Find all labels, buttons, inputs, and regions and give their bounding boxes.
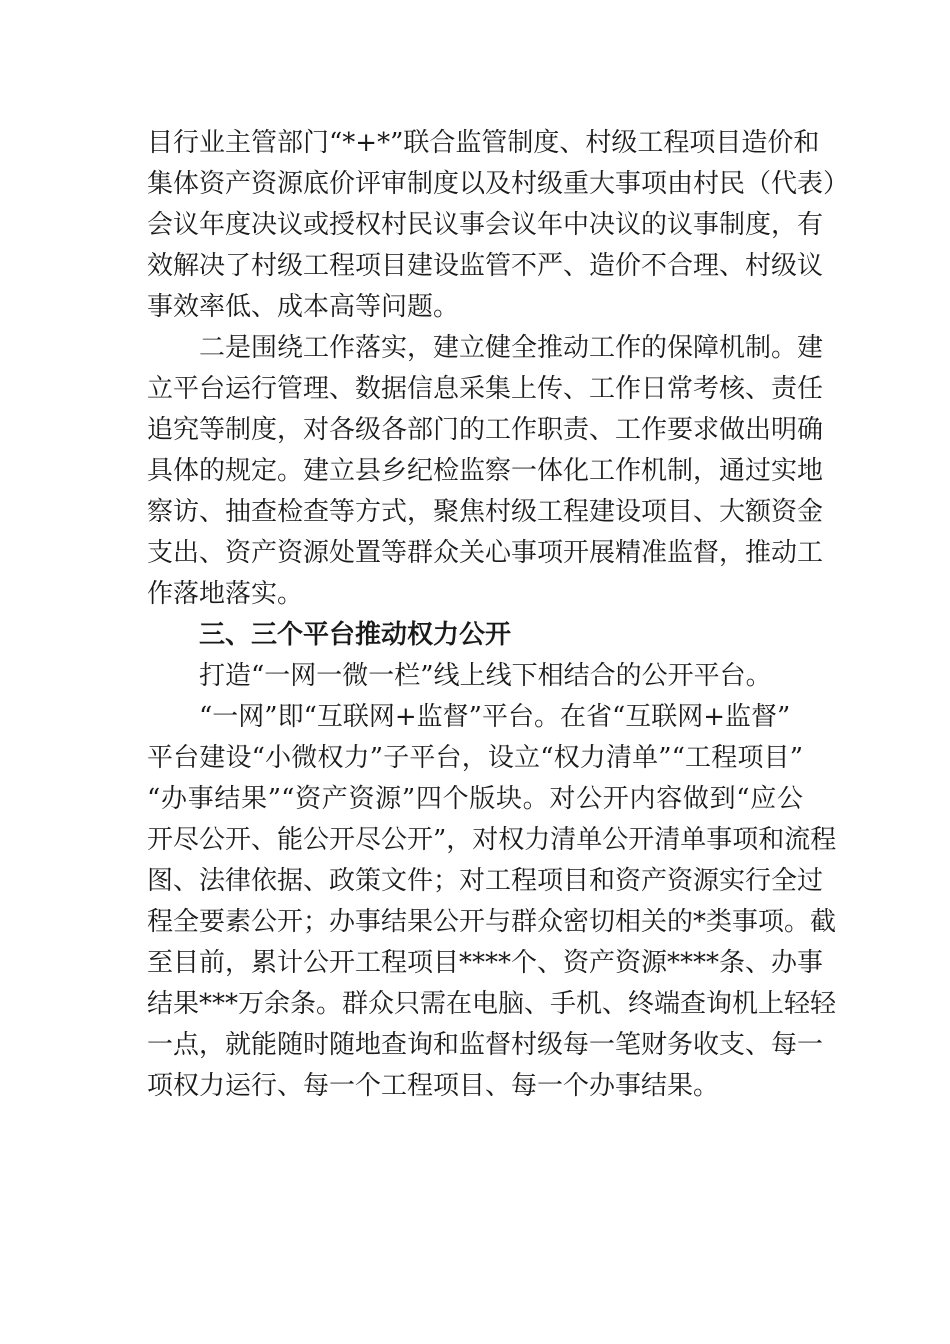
section-heading: 三、三个平台推动权力公开 xyxy=(199,620,512,650)
paragraph-4-line-1: “一网”即“互联网+监督”平台。在省“互联网+监督” xyxy=(199,702,791,732)
paragraph-4-line-3: “办事结果”“资产资源”四个版块。对公开内容做到“应公 xyxy=(147,784,803,814)
paragraph-4-line-4: 开尽公开、能公开尽公开”，对权力清单公开清单事项和流程 xyxy=(147,825,837,855)
paragraph-1-line-1: 目行业主管部门“*+*”联合监管制度、村级工程项目造价和 xyxy=(147,128,820,158)
paragraph-4-line-7: 至目前，累计公开工程项目****个、资产资源****条、办事 xyxy=(147,948,824,978)
paragraph-4-line-6: 程全要素公开；办事结果公开与群众密切相关的*类事项。截 xyxy=(147,907,837,937)
paragraph-1-line-5: 事效率低、成本高等问题。 xyxy=(147,292,460,322)
paragraph-2-line-5: 察访、抽查检查等方式，聚焦村级工程建设项目、大额资金 xyxy=(147,497,824,527)
paragraph-4-line-5: 图、法律依据、政策文件；对工程项目和资产资源实行全过 xyxy=(147,866,824,896)
paragraph-4-line-8: 结果***万余条。群众只需在电脑、手机、终端查询机上轻轻 xyxy=(147,989,837,1019)
paragraph-2-line-3: 追究等制度，对各级各部门的工作职责、工作要求做出明确 xyxy=(147,415,824,445)
paragraph-1-line-2: 集体资产资源底价评审制度以及村级重大事项由村民（代表） xyxy=(147,169,850,199)
paragraph-4-line-2: 平台建设“小微权力”子平台，设立“权力清单”“工程项目” xyxy=(147,743,803,773)
paragraph-4-line-10: 项权力运行、每一个工程项目、每一个办事结果。 xyxy=(147,1071,720,1101)
paragraph-2-line-4: 具体的规定。建立县乡纪检监察一体化工作机制，通过实地 xyxy=(147,456,824,486)
paragraph-3-line-1: 打造“一网一微一栏”线上线下相结合的公开平台。 xyxy=(199,661,772,691)
paragraph-1-line-3: 会议年度决议或授权村民议事会议年中决议的议事制度，有 xyxy=(147,210,824,240)
paragraph-2-line-6: 支出、资产资源处置等群众关心事项开展精准监督，推动工 xyxy=(147,538,824,568)
paragraph-4-line-9: 一点，就能随时随地查询和监督村级每一笔财务收支、每一 xyxy=(147,1030,824,1060)
paragraph-2-line-2: 立平台运行管理、数据信息采集上传、工作日常考核、责任 xyxy=(147,374,824,404)
paragraph-2-line-1: 二是围绕工作落实，建立健全推动工作的保障机制。建 xyxy=(199,333,824,363)
paragraph-1-line-4: 效解决了村级工程项目建设监管不严、造价不合理、村级议 xyxy=(147,251,824,281)
paragraph-2-line-7: 作落地落实。 xyxy=(147,579,304,609)
